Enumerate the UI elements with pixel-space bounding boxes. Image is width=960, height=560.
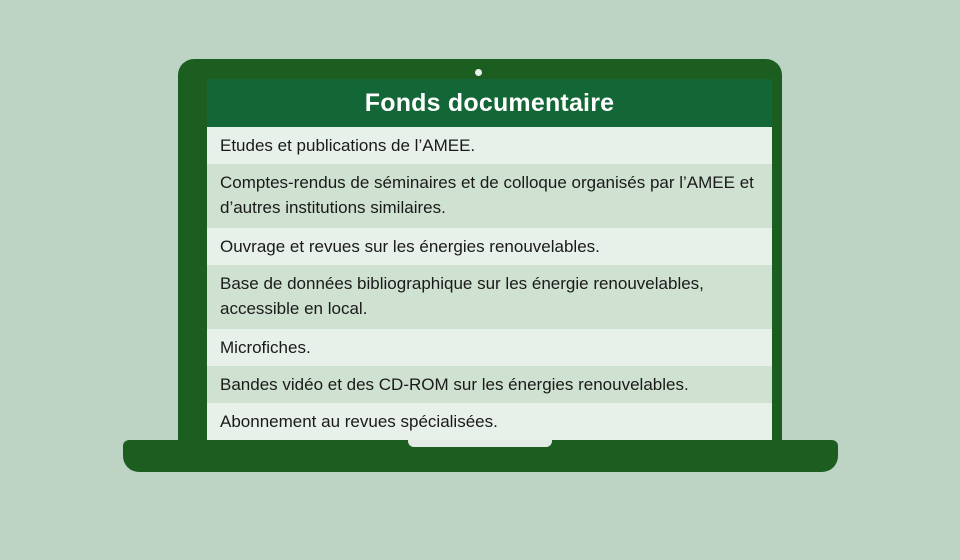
laptop-notch	[408, 440, 552, 447]
list-item: Ouvrage et revues sur les énergies renouvelables.	[207, 228, 772, 265]
laptop-screen	[207, 79, 772, 440]
page-title: Fonds documentaire	[207, 79, 772, 127]
document-list	[207, 127, 772, 440]
list-item: Comptes-rendus de séminaires et de colloque organisés par l’AMEE et d’autres institutions similaires.	[207, 164, 772, 228]
laptop-base	[123, 440, 838, 472]
webcam-icon	[475, 69, 482, 76]
list-item: Base de données bibliographique sur les énergie renouvelables, accessible en local.	[207, 265, 772, 329]
list-item: Microfiches.	[207, 329, 772, 366]
list-item: Bandes vidéo et des CD-ROM sur les énergies renouvelables.	[207, 366, 772, 403]
list-item: Etudes et publications de l’AMEE.	[207, 127, 772, 164]
list-item: Abonnement au revues spécialisées.	[207, 403, 772, 440]
